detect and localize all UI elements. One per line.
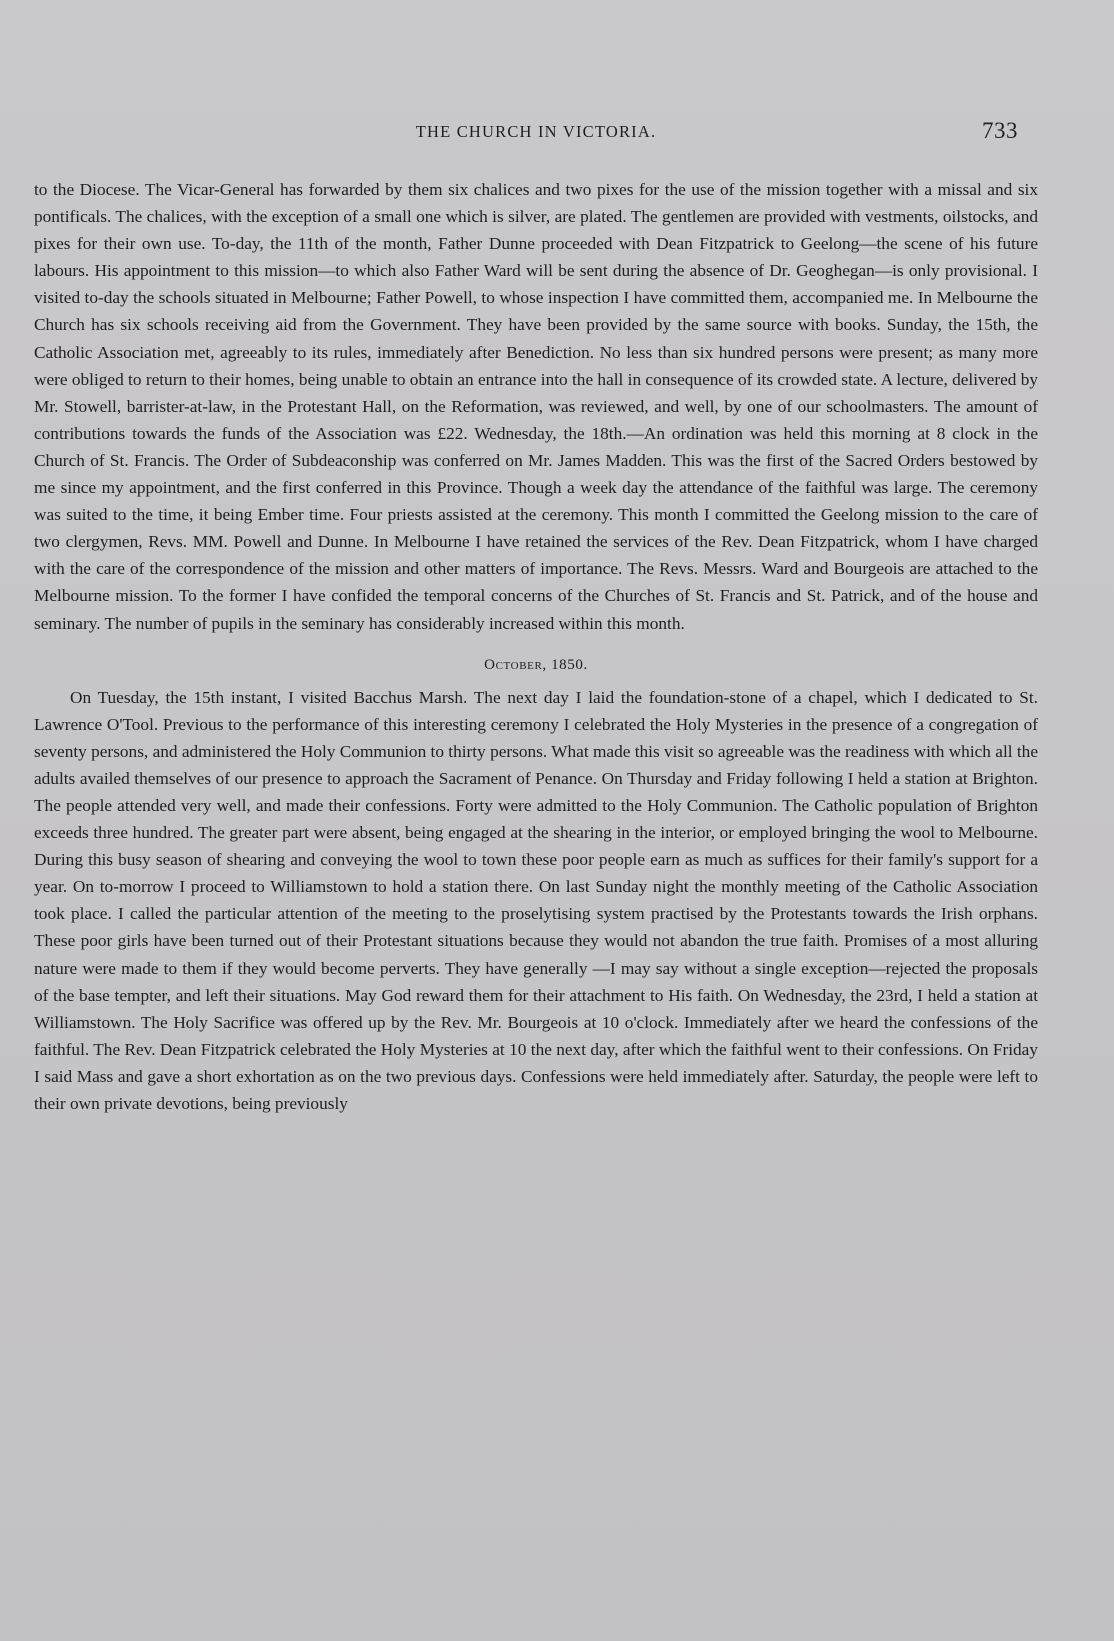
running-head — [34, 118, 1038, 148]
page-number: 733 — [982, 118, 1018, 143]
section-heading: October, 1850. — [484, 656, 588, 673]
body-text — [34, 176, 1038, 1117]
paragraph-2: On Tuesday, the 15th instant, I visited Bacchus Marsh. The next day I laid the foundation-stone of a chapel, which I dedicated to St. Lawrence O'Tool. Previous to the performance of this interesting ceremony I celebrated the Holy Mysteries in the presence of a congregation of seventy persons, and administered the Holy Communion to thirty persons. What made this visit so agreeable was the readiness with which all the adults availed themselves of our presence to approach the Sacrament of Penance. On Thursday and Friday following I held a station at Brighton. The people attended very well, and made their confessions. Forty were admitted to the Holy Communion. The Catholic population of Brighton exceeds three hundred. The greater part were absent, being engaged at the shearing in the interior, or employed bringing the wool to Melbourne. During this busy season of shearing and conveying the wool to town these poor people earn as much as suffices for their family's support for a year. On to-morrow I proceed to Williamstown to hold a station there. On last Sunday night the monthly meeting of the Catholic Association took place. I called the particular attention of the meeting to the proselytising system practised by the Protestants towards the Irish orphans. These poor girls have been turned out of their Protestant situations because they would not abandon the true faith. Promises of a most alluring nature were made to them if they would become perverts. They have generally —I may say without a single exception—rejected the proposals of the base tempter, and left their situations. May God reward them for their attachment to His faith. On Wednesday, the 23rd, I held a station at Williamstown. The Holy Sacrifice was offered up by the Rev. Mr. Bourgeois at 10 o'clock. Immediately after we heard the confessions of the faithful. The Rev. Dean Fitzpatrick celebrated the Holy Mysteries at 10 the next day, after which the faithful went to their confessions. On Friday I said Mass and gave a short exhortation as on the two previous days. Confessions were held immediately after. Saturday, the people were left to their own private devotions, being previously — [34, 687, 1038, 1113]
running-title: THE CHURCH IN VICTORIA. — [415, 122, 657, 141]
paragraph-1: to the Diocese. The Vicar-General has forwarded by them six chalices and two pixes for the use of the mission together with a missal and six pontificals. The chalices, with the exception of a small one which is silver, are plated. The gentlemen are provided with vestments, oilstocks, and pixes for their own use. To-day, the 11th of the month, Father Dunne proceeded with Dean Fitzpatrick to Geelong—the scene of his future labours. His appointment to this mission—to which also Father Ward will be sent during the absence of Dr. Geoghegan—is only provisional. I visited to-day the schools situated in Melbourne; Father Powell, to whose inspection I have committed them, accompanied me. In Melbourne the Church has six schools receiving aid from the Government. They have been provided by the same source with books. Sunday, the 15th, the Catholic Association met, agreeably to its rules, immediately after Benediction. No less than six hundred persons were present; as many more were obliged to return to their homes, being unable to obtain an entrance into the hall in consequence of its crowded state. A lecture, delivered by Mr. Stowell, barrister-at-law, in the Protestant Hall, on the Reformation, was reviewed, and well, by one of our schoolmasters. The amount of contributions towards the funds of the Association was £22. Wednesday, the 18th.—An ordination was held this morning at 8 clock in the Church of St. Francis. The Order of Subdeaconship was conferred on Mr. James Madden. This was the first of the Sacred Orders bestowed by me since my appointment, and the first conferred in this Province. Though a week day the attendance of the faithful was large. The ceremony was suited to the time, it being Ember time. Four priests assisted at the ceremony. This month I committed the Geelong mission to the care of two clergymen, Revs. MM. Powell and Dunne. In Melbourne I have retained the services of the Rev. Dean Fitzpatrick, whom I have charged with the care of the correspondence of the mission and other matters of importance. The Revs. Messrs. Ward and Bourgeois are attached to the Melbourne mission. To the former I have confided the temporal concerns of the Churches of St. Francis and St. Patrick, and of the house and seminary. The number of pupils in the seminary has considerably increased within this month. — [34, 180, 1038, 633]
